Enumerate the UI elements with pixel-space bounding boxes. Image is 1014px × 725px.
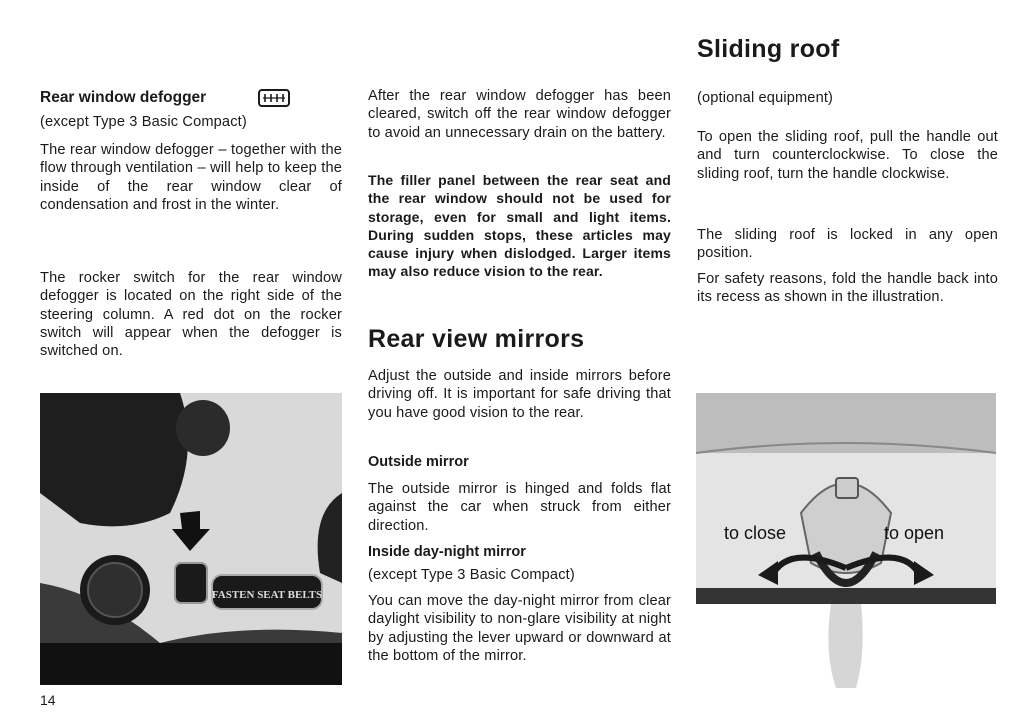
page-number: 14 [40, 692, 56, 708]
outside-mirror-paragraph: The outside mirror is hinged and folds flat against the car when struck from either direction. [368, 481, 671, 534]
defogger-switch-off-paragraph: After the rear window defogger has been cleared, switch off the rear window defogger to avoid an unnecessary drain on the battery. [368, 88, 671, 141]
sliding-roof-paragraph-1: To open the sliding roof, pull the handle out and turn counterclockwise. To close the sliding roof, turn the handle clockwise. [697, 129, 998, 182]
to-close-label: to close [724, 523, 787, 543]
filler-panel-warning: The filler panel between the rear seat and the rear window should not be used for storage, even for small and light items. During sudden stops, these articles may cause injury when dislodged. Larger items may also reduce vision to the rear. [368, 172, 671, 280]
inside-mirror-paragraph: You can move the day-night mirror from clear daylight visibility to non-glare visibility at night by adjusting the lever upward or downward at the bottom of the mirror. [368, 593, 671, 664]
rear-view-mirrors-title: Rear view mirrors [368, 325, 585, 353]
rear-defogger-icon [258, 89, 290, 112]
inside-mirror-note: (except Type 3 Basic Compact) [368, 567, 575, 583]
defogger-heading: Rear window defogger [40, 89, 207, 106]
outside-mirror-heading: Outside mirror [368, 454, 469, 470]
sliding-roof-handle-photo [696, 393, 996, 688]
defogger-paragraph-2: The rocker switch for the rear window defogger is located on the right side of the steering column. A red dot on the rocker switch will appear when the defogger is switched on. [40, 270, 342, 360]
mirrors-paragraph: Adjust the outside and inside mirrors before driving off. It is important for safe driving that you have good vision to the rear. [368, 368, 671, 421]
sliding-roof-title: Sliding roof [697, 35, 840, 63]
sliding-roof-paragraph-2: The sliding roof is locked in any open position. [697, 227, 998, 262]
defogger-heading-row [40, 89, 342, 107]
defogger-paragraph-1: The rear window defogger – together with the flow through ventilation – will help to keep the inside of the rear window clear of condensation and frost in the winter. [40, 142, 342, 213]
defogger-subheading: (except Type 3 Basic Compact) [40, 114, 247, 130]
fasten-seat-belts-label: FASTEN SEAT BELTS [211, 589, 323, 601]
sliding-roof-note: (optional equipment) [697, 90, 834, 106]
sliding-roof-paragraph-3: For safety reasons, fold the handle back into its recess as shown in the illustration. [697, 271, 998, 306]
inside-mirror-heading: Inside day-night mirror [368, 544, 526, 560]
defogger-switch-photo [40, 393, 342, 685]
to-open-label: to open [884, 523, 945, 543]
